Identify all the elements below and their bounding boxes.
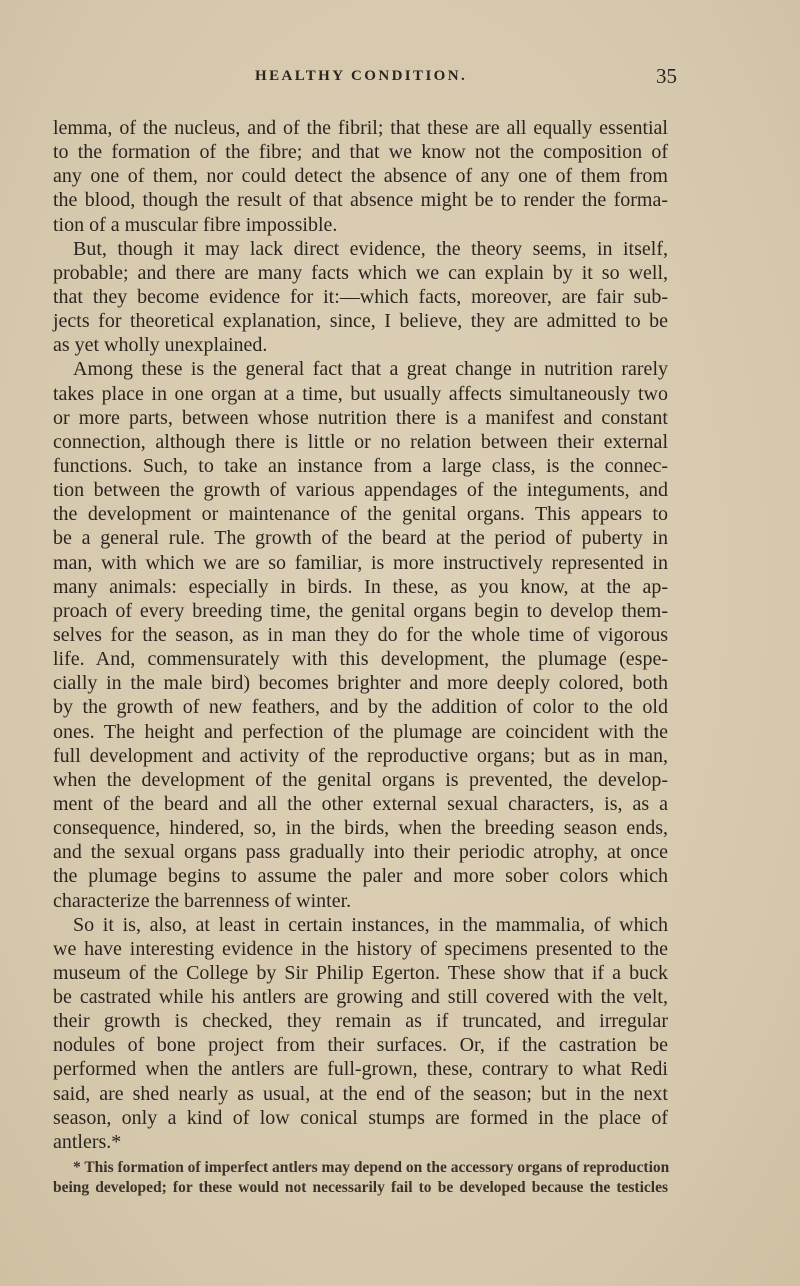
text-line: tion of a muscular fibre impossible.	[53, 213, 338, 236]
text-line: tion between the growth of various appendages of the integuments, and	[53, 479, 668, 502]
text-line: any one of them, nor could detect the absence of any one of them from	[53, 165, 668, 188]
text-line: season, only a kind of low conical stumps are formed in the place of	[53, 1106, 668, 1129]
text-line: to the formation of the fibre; and that we know not the composition of	[53, 141, 668, 164]
body-text	[53, 116, 668, 1154]
footnote-line: being developed; for these would not necessarily fail to be developed because the testicles	[53, 1179, 668, 1196]
page-header	[0, 64, 800, 90]
text-line: life. And, commensurately with this development, the plumage (espe-	[53, 648, 668, 671]
text-line: the blood, though the result of that absence might be to render the forma-	[53, 189, 668, 212]
text-line: So it is, also, at least in certain instances, in the mammalia, of which	[73, 913, 668, 936]
text-line: the plumage begins to assume the paler and more sober colors which	[53, 865, 668, 888]
text-line: museum of the College by Sir Philip Egerton. These show that if a buck	[53, 961, 668, 984]
running-head: HEALTHY CONDITION.	[255, 68, 468, 84]
footnote	[53, 1158, 668, 1198]
text-line: performed when the antlers are full-grown, these, contrary to what Redi	[53, 1058, 668, 1081]
footnote-line: * This formation of imperfect antlers may depend on the accessory organs of reproduction	[73, 1159, 670, 1176]
text-line: characterize the barrenness of winter.	[53, 889, 352, 912]
text-line: jects for theoretical explanation, since, I believe, they are admitted to be	[53, 310, 668, 333]
text-line: ment of the beard and all the other external sexual characters, is, as a	[53, 792, 668, 815]
text-line: antlers.*	[53, 1130, 122, 1153]
page-number: 35	[656, 64, 677, 88]
text-line: nodules of bone project from their surfaces. Or, if the castration be	[53, 1034, 668, 1057]
text-line: be castrated while his antlers are growing and still covered with the velt,	[53, 986, 668, 1009]
text-line: that they become evidence for it:—which facts, moreover, are fair sub-	[53, 285, 668, 308]
text-line: cially in the male bird) becomes brighter and more deeply colored, both	[53, 672, 668, 695]
text-line: and the sexual organs pass gradually into their periodic atrophy, at once	[53, 841, 668, 864]
text-line: functions. Such, to take an instance from a large class, is the connec-	[53, 454, 668, 477]
text-line: ones. The height and perfection of the plumage are coincident with the	[53, 720, 668, 743]
text-line: when the development of the genital organs is prevented, the develop-	[53, 768, 668, 791]
text-line: as yet wholly unexplained.	[53, 334, 268, 357]
text-line: probable; and there are many facts which we can explain by it so well,	[53, 261, 668, 284]
text-line: we have interesting evidence in the history of specimens presented to the	[53, 937, 668, 960]
text-line: or more parts, between whose nutrition there is a manifest and constant	[53, 406, 668, 429]
text-line: consequence, hindered, so, in the birds, when the breeding season ends,	[53, 817, 668, 840]
text-line: selves for the season, as in man they do for the whole time of vigorous	[53, 623, 668, 646]
text-line: takes place in one organ at a time, but usually affects simultaneously two	[53, 382, 668, 405]
text-line: full development and activity of the reproductive organs; but as in man,	[53, 744, 668, 767]
text-line: by the growth of new feathers, and by the addition of color to the old	[53, 696, 668, 719]
text-line: lemma, of the nucleus, and of the fibril; that these are all equally essential	[53, 117, 668, 139]
text-line: proach of every breeding time, the genital organs begin to develop them-	[53, 599, 668, 622]
text-line: be a general rule. The growth of the beard at the period of puberty in	[53, 527, 668, 550]
text-line: connection, although there is little or no relation between their external	[53, 430, 668, 453]
text-line: But, though it may lack direct evidence, the theory seems, in itself,	[73, 237, 668, 260]
text-line: Among these is the general fact that a great change in nutrition rarely	[73, 358, 668, 381]
text-line: their growth is checked, they remain as if truncated, and irregular	[53, 1010, 668, 1033]
text-line: many animals: especially in birds. In these, as you know, at the ap-	[53, 575, 668, 598]
text-line: man, with which we are so familiar, is more instructively represented in	[53, 551, 668, 574]
text-line: the development or maintenance of the genital organs. This appears to	[53, 503, 668, 526]
text-line: said, are shed nearly as usual, at the end of the season; but in the next	[53, 1082, 668, 1105]
